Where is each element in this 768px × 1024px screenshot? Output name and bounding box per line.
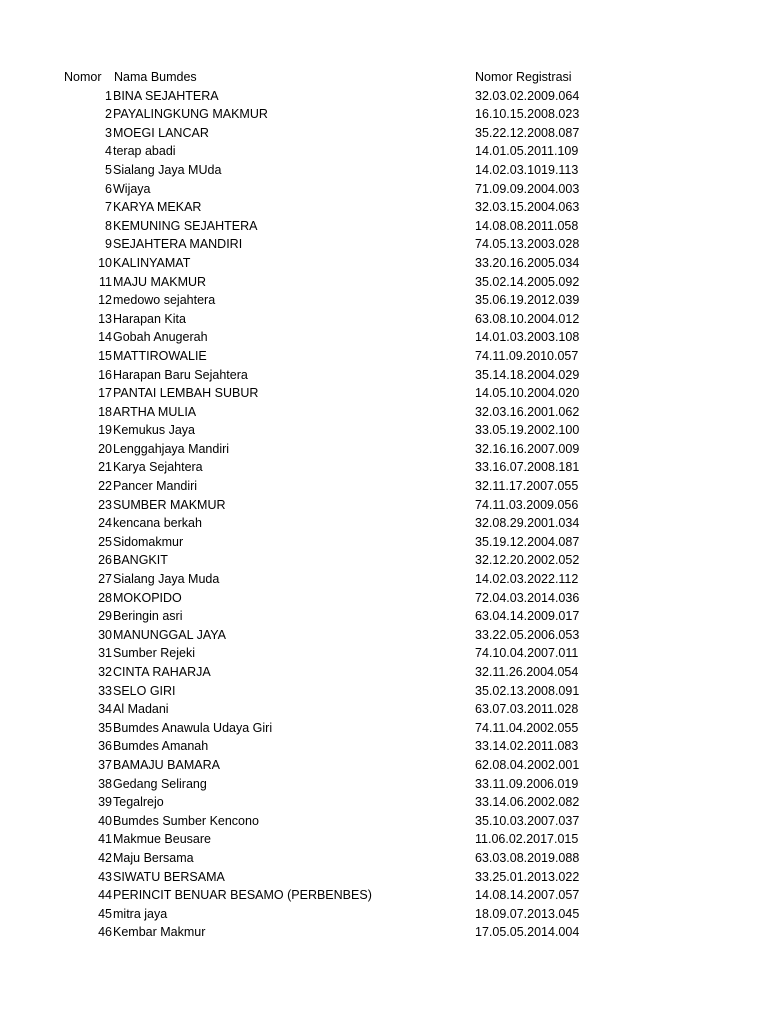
row-number: 31 (98, 646, 112, 661)
table-row (0, 682, 768, 701)
table-row (0, 868, 768, 887)
row-nama-bumdes: Tegalrejo (113, 795, 164, 810)
row-nomor-registrasi: 35.06.19.2012.039 (475, 293, 580, 308)
row-nama-bumdes: Maju Bersama (113, 850, 194, 865)
table-row (0, 291, 768, 310)
row-nama-bumdes: Wijaya (113, 181, 151, 196)
table-row (0, 923, 768, 942)
row-nama-bumdes: Makmue Beusare (113, 832, 211, 847)
row-number: 18 (98, 404, 112, 419)
row-nomor-registrasi: 32.11.17.2007.055 (475, 479, 579, 494)
row-nama-bumdes: PANTAI LEMBAH SUBUR (113, 386, 259, 401)
row-nomor-registrasi: 17.05.05.2014.004 (475, 925, 580, 940)
row-nama-bumdes: MANUNGGAL JAYA (113, 627, 226, 642)
header-nomor: Nomor (64, 70, 102, 84)
table-row (0, 403, 768, 422)
row-nomor-registrasi: 74.11.09.2010.057 (475, 348, 579, 363)
row-number: 39 (98, 795, 112, 810)
row-nama-bumdes: Karya Sejahtera (113, 460, 203, 475)
row-nama-bumdes: MOEGI LANCAR (113, 125, 209, 140)
row-nomor-registrasi: 63.04.14.2009.017 (475, 609, 580, 624)
row-nomor-registrasi: 33.25.01.2013.022 (475, 869, 580, 884)
row-nama-bumdes: terap abadi (113, 144, 176, 159)
row-number: 9 (105, 237, 112, 252)
row-nama-bumdes: Lenggahjaya Mandiri (113, 441, 230, 456)
row-nama-bumdes: ARTHA MULIA (113, 404, 197, 419)
row-number: 33 (98, 683, 112, 698)
row-nomor-registrasi: 35.10.03.2007.037 (475, 813, 580, 828)
row-nama-bumdes: BINA SEJAHTERA (113, 88, 219, 103)
row-nomor-registrasi: 14.01.03.2003.108 (475, 330, 580, 345)
row-nomor-registrasi: 33.22.05.2006.053 (475, 627, 580, 642)
row-number: 43 (98, 869, 112, 884)
table-row (0, 142, 768, 161)
table-row (0, 366, 768, 385)
row-nama-bumdes: Sumber Rejeki (113, 646, 195, 661)
row-nama-bumdes: BANGKIT (113, 553, 168, 568)
row-nomor-registrasi: 33.16.07.2008.181 (475, 460, 580, 475)
table-row (0, 533, 768, 552)
table-row (0, 328, 768, 347)
row-nama-bumdes: Bumdes Anawula Udaya Giri (113, 720, 273, 735)
table-row (0, 124, 768, 143)
row-nomor-registrasi: 62.08.04.2002.001 (475, 757, 580, 772)
table-row (0, 198, 768, 217)
row-nomor-registrasi: 11.06.02.2017.015 (475, 832, 579, 847)
row-nomor-registrasi: 74.10.04.2007.011 (475, 646, 579, 661)
table-row (0, 310, 768, 329)
row-nomor-registrasi: 63.08.10.2004.012 (475, 311, 580, 326)
table-row (0, 812, 768, 831)
row-nama-bumdes: SEJAHTERA MANDIRI (113, 237, 243, 252)
table-row (0, 384, 768, 403)
row-nama-bumdes: KEMUNING SEJAHTERA (113, 218, 258, 233)
row-nomor-registrasi: 16.10.15.2008.023 (475, 107, 580, 122)
row-number: 11 (99, 274, 112, 289)
table-row (0, 347, 768, 366)
row-number: 34 (98, 702, 112, 717)
row-nama-bumdes: MATTIROWALIE (113, 348, 207, 363)
table-row (0, 180, 768, 199)
table-row (0, 254, 768, 273)
row-nama-bumdes: Harapan Baru Sejahtera (113, 367, 248, 382)
row-nomor-registrasi: 74.11.04.2002.055 (475, 720, 579, 735)
table-row (0, 458, 768, 477)
row-number: 3 (105, 125, 112, 140)
table-row (0, 626, 768, 645)
row-nama-bumdes: MOKOPIDO (113, 590, 182, 605)
table-row (0, 161, 768, 180)
row-number: 4 (105, 144, 112, 159)
row-number: 38 (98, 776, 112, 791)
row-nama-bumdes: Bumdes Sumber Kencono (113, 813, 259, 828)
table-row (0, 644, 768, 663)
row-nomor-registrasi: 63.07.03.2011.028 (475, 702, 579, 717)
table-row (0, 905, 768, 924)
table-row (0, 570, 768, 589)
table-row (0, 105, 768, 124)
row-nama-bumdes: KALINYAMAT (113, 255, 191, 270)
table-row (0, 514, 768, 533)
table-row (0, 719, 768, 738)
row-number: 6 (105, 181, 112, 196)
row-nama-bumdes: PERINCIT BENUAR BESAMO (PERBENBES) (113, 888, 372, 903)
table-body (0, 87, 768, 942)
header-nomor-registrasi: Nomor Registrasi (475, 70, 572, 84)
table-row (0, 756, 768, 775)
row-nomor-registrasi: 35.22.12.2008.087 (475, 125, 580, 140)
row-number: 14 (98, 330, 112, 345)
row-nama-bumdes: Beringin asri (113, 609, 183, 624)
row-number: 35 (98, 720, 112, 735)
row-number: 10 (98, 255, 112, 270)
row-number: 32 (98, 665, 112, 679)
row-number: 45 (98, 906, 112, 921)
row-number: 1 (105, 88, 112, 103)
row-nomor-registrasi: 35.02.14.2005.092 (475, 274, 580, 289)
table-row (0, 477, 768, 496)
row-nomor-registrasi: 33.20.16.2005.034 (475, 255, 580, 270)
row-nama-bumdes: PAYALINGKUNG MAKMUR (113, 107, 268, 122)
row-number: 25 (98, 534, 112, 549)
row-nama-bumdes: Sialang Jaya MUda (113, 162, 222, 177)
row-nomor-registrasi: 32.16.16.2007.009 (475, 441, 580, 456)
table-row (0, 235, 768, 254)
row-nama-bumdes: BAMAJU BAMARA (113, 757, 220, 772)
row-nama-bumdes: Kembar Makmur (113, 925, 206, 940)
row-nomor-registrasi: 35.02.13.2008.091 (475, 683, 580, 698)
row-nomor-registrasi: 35.14.18.2004.029 (475, 367, 580, 382)
row-number: 15 (98, 348, 112, 363)
table-row (0, 700, 768, 719)
row-nomor-registrasi: 63.03.08.2019.088 (475, 850, 580, 865)
row-nomor-registrasi: 32.03.02.2009.064 (475, 88, 580, 103)
table-row (0, 496, 768, 515)
table-row (0, 775, 768, 794)
bumdes-table (0, 68, 768, 942)
row-number: 21 (98, 460, 112, 475)
row-nomor-registrasi: 14.02.03.1019.113 (475, 162, 579, 177)
row-number: 7 (105, 200, 112, 215)
table-header (0, 68, 768, 87)
row-nama-bumdes: CINTA RAHARJA (113, 665, 211, 679)
row-number: 16 (98, 367, 112, 382)
row-nomor-registrasi: 18.09.07.2013.045 (475, 906, 580, 921)
row-nomor-registrasi: 72.04.03.2014.036 (475, 590, 580, 605)
row-nomor-registrasi: 14.01.05.2011.109 (475, 144, 579, 159)
header-nama-bumdes: Nama Bumdes (114, 70, 197, 84)
row-nama-bumdes: Sialang Jaya Muda (113, 572, 220, 587)
row-nama-bumdes: SELO GIRI (113, 683, 176, 698)
row-number: 22 (98, 479, 112, 494)
table-row (0, 830, 768, 849)
row-nama-bumdes: Harapan Kita (113, 311, 186, 326)
table-row (0, 87, 768, 106)
row-number: 19 (98, 423, 112, 438)
row-number: 30 (98, 627, 112, 642)
row-number: 20 (98, 441, 112, 456)
row-number: 12 (98, 293, 112, 308)
row-number: 5 (105, 162, 112, 177)
row-nomor-registrasi: 32.11.26.2004.054 (475, 665, 579, 679)
row-nomor-registrasi: 33.05.19.2002.100 (475, 423, 580, 438)
row-nomor-registrasi: 14.08.14.2007.057 (475, 888, 580, 903)
row-nama-bumdes: kencana berkah (113, 516, 202, 531)
row-number: 26 (98, 553, 112, 568)
row-nama-bumdes: Gedang Selirang (113, 776, 207, 791)
row-nomor-registrasi: 32.03.16.2001.062 (475, 404, 580, 419)
row-number: 8 (105, 218, 112, 233)
table-row (0, 663, 768, 682)
table-row (0, 849, 768, 868)
table-row (0, 886, 768, 905)
row-nomor-registrasi: 33.11.09.2006.019 (475, 776, 579, 791)
row-nama-bumdes: Gobah Anugerah (113, 330, 208, 345)
row-number: 40 (98, 813, 112, 828)
row-nama-bumdes: Bumdes Amanah (113, 739, 209, 754)
row-nomor-registrasi: 33.14.06.2002.082 (475, 795, 580, 810)
row-number: 36 (98, 739, 112, 754)
row-nomor-registrasi: 33.14.02.2011.083 (475, 739, 579, 754)
row-number: 44 (98, 888, 112, 903)
row-number: 2 (105, 107, 112, 122)
row-number: 41 (98, 832, 112, 847)
table-row (0, 793, 768, 812)
table-row (0, 607, 768, 626)
table-row (0, 421, 768, 440)
row-nama-bumdes: mitra jaya (113, 906, 168, 921)
row-number: 37 (98, 757, 112, 772)
table-row (0, 217, 768, 236)
row-nama-bumdes: SIWATU BERSAMA (113, 869, 225, 884)
row-nama-bumdes: MAJU MAKMUR (113, 274, 207, 289)
row-number: 24 (98, 516, 112, 531)
row-nomor-registrasi: 14.08.08.2011.058 (475, 218, 579, 233)
row-nama-bumdes: medowo sejahtera (113, 293, 216, 308)
row-nomor-registrasi: 14.05.10.2004.020 (475, 386, 580, 401)
row-nomor-registrasi: 35.19.12.2004.087 (475, 534, 580, 549)
row-number: 28 (98, 590, 112, 605)
row-number: 13 (98, 311, 112, 326)
row-number: 46 (98, 925, 112, 940)
row-nomor-registrasi: 74.05.13.2003.028 (475, 237, 580, 252)
row-nomor-registrasi: 32.03.15.2004.063 (475, 200, 580, 215)
row-number: 42 (98, 850, 112, 865)
row-nama-bumdes: Sidomakmur (113, 534, 184, 549)
table-row (0, 737, 768, 756)
row-number: 27 (98, 572, 112, 587)
row-nomor-registrasi: 74.11.03.2009.056 (475, 497, 579, 512)
row-nama-bumdes: Pancer Mandiri (113, 479, 198, 494)
row-nama-bumdes: Kemukus Jaya (113, 423, 195, 438)
row-nomor-registrasi: 32.12.20.2002.052 (475, 553, 580, 568)
row-number: 17 (98, 386, 112, 401)
row-nomor-registrasi: 32.08.29.2001.034 (475, 516, 580, 531)
row-nomor-registrasi: 14.02.03.2022.112 (475, 572, 579, 587)
row-nomor-registrasi: 71.09.09.2004.003 (475, 181, 580, 196)
table-row (0, 589, 768, 608)
row-nama-bumdes: KARYA MEKAR (113, 200, 202, 215)
row-number: 23 (98, 497, 112, 512)
table-row (0, 440, 768, 459)
table-row (0, 273, 768, 292)
row-number: 29 (98, 609, 112, 624)
row-nama-bumdes: SUMBER MAKMUR (113, 497, 226, 512)
table-row (0, 551, 768, 570)
row-nama-bumdes: Al Madani (113, 702, 169, 717)
